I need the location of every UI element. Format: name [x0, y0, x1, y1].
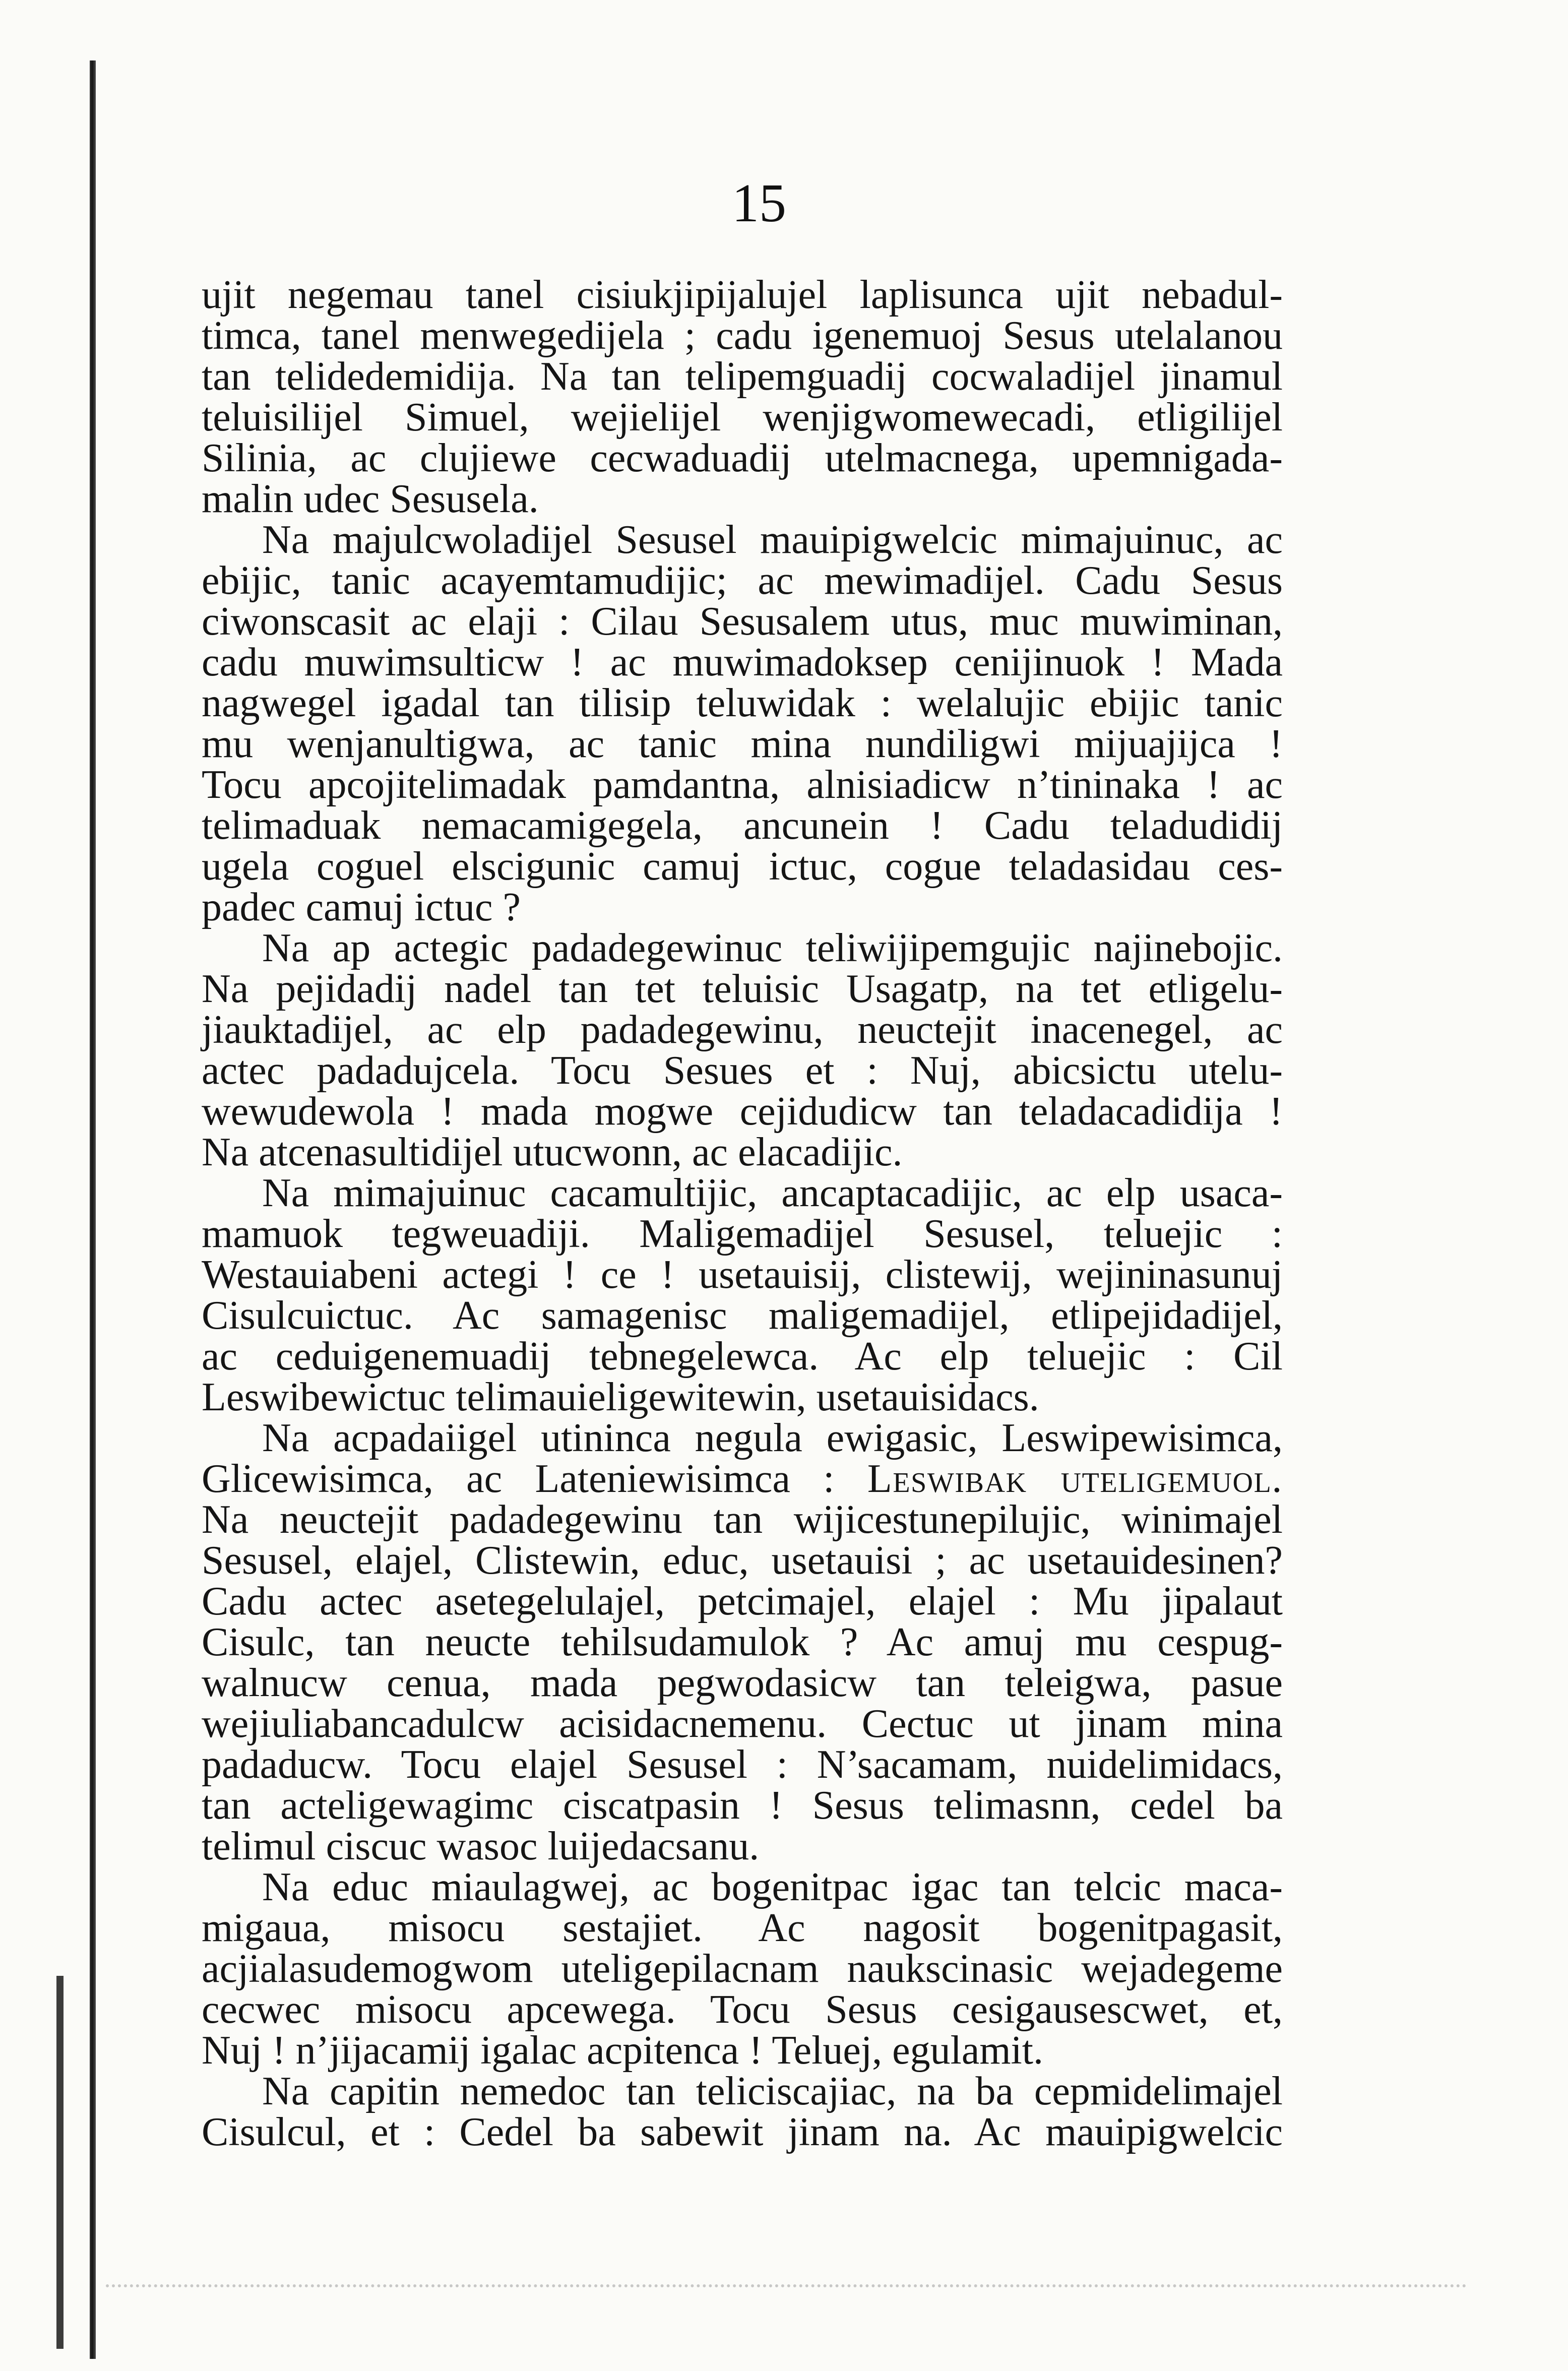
text-line: actec padadujcela. Tocu Sesues et : Nuj, abicsictu utelu- — [202, 1048, 1283, 1093]
paragraph — [202, 520, 1283, 928]
text-line: mu wenjanultigwa, ac tanic mina nundiligwi mijuajijca ! — [202, 722, 1283, 766]
text-line: jiauktadijel, ac elp padadegewinu, neuctejit inacenegel, ac — [202, 1008, 1283, 1052]
text-line: Tocu apcojitelimadak pamdantna, alnisiadicw n’tininaka ! ac — [202, 763, 1283, 807]
text-line: walnucw cenua, mada pegwodasicw tan teleigwa, pasue — [202, 1661, 1283, 1705]
paragraph — [202, 2071, 1283, 2153]
paragraph — [202, 928, 1283, 1173]
text-line: tan acteligewagimc ciscatpasin ! Sesus telimasnn, cedel ba — [202, 1783, 1283, 1828]
text-line: Nuj ! n’jijacamij igalac acpitenca ! Teluej, egulamit. — [202, 2028, 1043, 2073]
text-line: Westauiabeni actegi ! ce ! usetauisij, clistewij, wejininasunuj — [202, 1253, 1283, 1297]
text-line: cecwec misocu apcewega. Tocu Sesus cesigausescwet, et, — [202, 1987, 1283, 2032]
text-line: Silinia, ac clujiewe cecwaduadij utelmacnega, upemnigada- — [202, 436, 1283, 480]
text-line: Na acpadaiigel utininca negula ewigasic, Leswipewisimca, — [262, 1416, 1283, 1460]
text-line: Na atcenasultidijel utucwonn, ac elacadijic. — [202, 1130, 903, 1174]
page-number: 15 — [732, 173, 786, 233]
text-line — [202, 1459, 1283, 1500]
text-line: teluisilijel Simuel, wejielijel wenjigwomewecadi, etligilijel — [202, 395, 1283, 440]
text-line: Cisulcuictuc. Ac samagenisc maligemadijel, etlipejidadijel, — [202, 1293, 1283, 1338]
text-line: Cisulc, tan neucte tehilsudamulok ? Ac amuj mu cespug- — [202, 1620, 1283, 1664]
text-line: Na ap actegic padadegewinuc teliwijipemgujic najinebojic. — [262, 926, 1283, 970]
text-line: Na majulcwoladijel Sesusel mauipigwelcic mimajuinuc, ac — [262, 518, 1283, 562]
paragraph — [202, 1173, 1283, 1418]
line-text: Glicewisimca, ac Lateniewisimca : — [202, 1457, 835, 1501]
text-line: Leswibewictuc telimauieligewitewin, usetauisidacs. — [202, 1375, 1039, 1419]
text-line: telimaduak nemacamigegela, ancunein ! Cadu teladudidij — [202, 803, 1283, 848]
scan-binding-edge — [90, 60, 96, 2359]
text-line: migaua, misocu sestajiet. Ac nagosit bogenitpagasit, — [202, 1906, 1283, 1950]
body-text — [202, 275, 1283, 2153]
text-line: wejiuliabancadulcw acisidacnemenu. Cectuc ut jinam mina — [202, 1702, 1283, 1746]
text-line: acjialasudemogwom uteligepilacnam naukscinasic wejadegeme — [202, 1947, 1283, 1991]
scan-bottom-speckle — [106, 2284, 1467, 2287]
text-line: telimul ciscuc wasoc luijedacsanu. — [202, 1824, 760, 1868]
text-line: Cadu actec asetegelulajel, petcimajel, elajel : Mu jipalaut — [202, 1579, 1283, 1624]
text-line: Na pejidadij nadel tan tet teluisic Usagatp, na tet etligelu- — [202, 967, 1283, 1011]
text-line: timca, tanel menwegedijela ; cadu igenemuoj Sesus utelalanou — [202, 314, 1283, 358]
text-line: ujit negemau tanel cisiukjipijalujel laplisunca ujit nebadul- — [202, 273, 1283, 317]
text-line: malin udec Sesusela. — [202, 477, 539, 521]
text-line: ebijic, tanic acayemtamudijic; ac mewimadijel. Cadu Sesus — [202, 558, 1283, 603]
text-line: Sesusel, elajel, Clistewin, educ, usetauisi ; ac usetauidesinen? — [202, 1538, 1283, 1583]
text-line: Na educ miaulagwej, ac bogenitpac igac tan telcic maca- — [262, 1865, 1283, 1909]
text-line: tan telidedemidija. Na tan telipemguadij cocwaladijel jinamul — [202, 354, 1283, 399]
text-line: padaducw. Tocu elajel Sesusel : N’sacamam, nuidelimidacs, — [202, 1742, 1283, 1787]
paragraph — [202, 1867, 1283, 2071]
text-line: padec camuj ictuc ? — [202, 885, 521, 929]
paragraph — [202, 1418, 1283, 1867]
text-line: Cisulcul, et : Cedel ba sabewit jinam na. Ac mauipigwelcic — [202, 2110, 1283, 2154]
text-line: mamuok tegweuadiji. Maligemadijel Sesusel, teluejic : — [202, 1212, 1283, 1256]
paragraph — [202, 275, 1283, 520]
scan-binding-shadow — [56, 1976, 64, 2349]
text-line: Na neuctejit padadegewinu tan wijicestunepilujic, winimajel — [202, 1498, 1283, 1542]
text-line: ciwonscasit ac elaji : Cilau Sesusalem utus, muc muwiminan, — [202, 599, 1283, 644]
text-line: ac ceduigenemuadij tebnegelewca. Ac elp teluejic : Cil — [202, 1334, 1283, 1379]
small-caps-text: Leswibak uteligemuol. — [867, 1457, 1283, 1501]
text-line: nagwegel igadal tan tilisip teluwidak : welalujic ebijic tanic — [202, 681, 1283, 725]
text-line: Na mimajuinuc cacamultijic, ancaptacadijic, ac elp usaca- — [262, 1171, 1283, 1215]
text-line: cadu muwimsulticw ! ac muwimadoksep cenijinuok ! Mada — [202, 640, 1283, 684]
text-line: ugela coguel elscigunic camuj ictuc, cogue teladasidau ces- — [202, 844, 1283, 889]
text-line: wewudewola ! mada mogwe cejidudicw tan teladacadidija ! — [202, 1089, 1283, 1134]
text-line: Na capitin nemedoc tan teliciscajiac, na ba cepmidelimajel — [262, 2069, 1283, 2113]
